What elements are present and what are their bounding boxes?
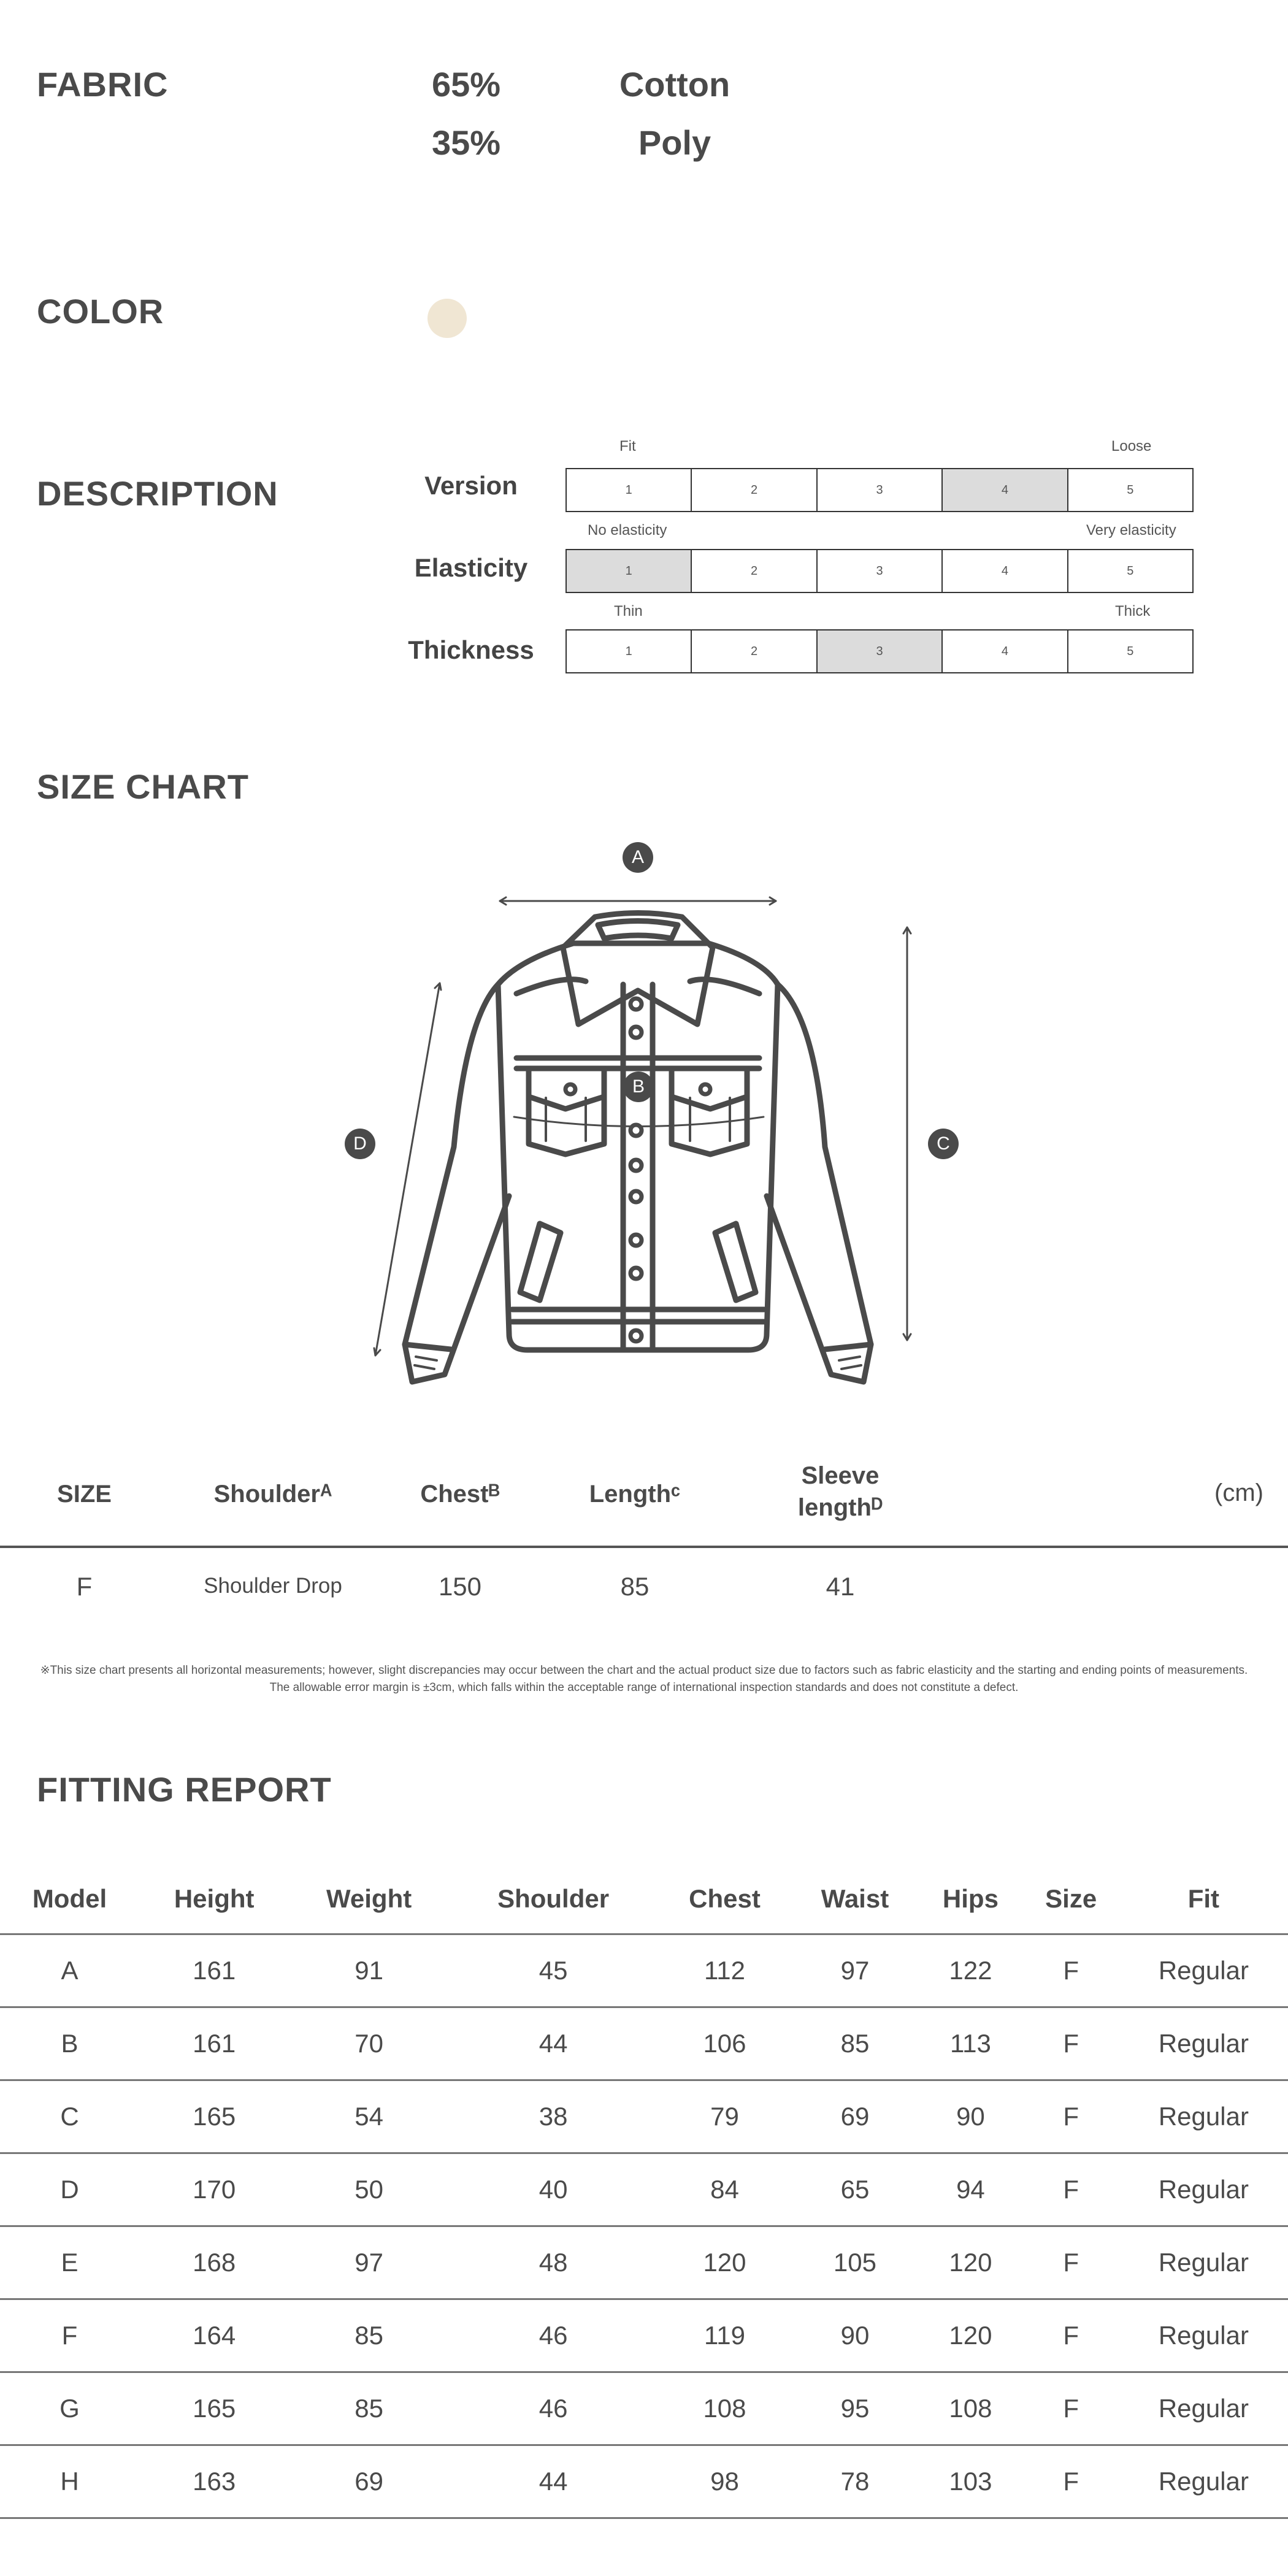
size-header-length: Lengthᶜ (589, 1481, 681, 1508)
col-height: Height (139, 1865, 289, 1934)
size-table-divider (0, 1546, 1288, 1548)
cell-height: 163 (139, 2445, 289, 2518)
cell-height: 161 (139, 1934, 289, 2007)
cell-waist: 90 (792, 2299, 919, 2372)
cell-waist: 95 (792, 2372, 919, 2445)
col-waist: Waist (792, 1865, 919, 1934)
cell-waist: 105 (792, 2226, 919, 2299)
size-header-sleeve (761, 1460, 920, 1524)
elasticity-option-2[interactable]: 2 (691, 550, 816, 592)
thickness-option-1[interactable]: 1 (625, 644, 632, 658)
cell-model: D (0, 2153, 139, 2226)
col-shoulder: Shoulder (449, 1865, 658, 1934)
fabric-percent-2: 35% (431, 123, 501, 162)
size-row-size: F (76, 1572, 93, 1601)
cell-shoulder: 44 (449, 2445, 658, 2518)
col-size: Size (1023, 1865, 1119, 1934)
cell-shoulder: 45 (449, 1934, 658, 2007)
table-row (0, 2445, 1288, 2518)
col-chest: Chest (657, 1865, 791, 1934)
thickness-left-caption: Thin (614, 603, 643, 619)
elasticity-option-3[interactable]: 3 (816, 550, 941, 592)
cell-model: B (0, 2007, 139, 2080)
cell-model: E (0, 2226, 139, 2299)
cell-chest: 106 (657, 2007, 791, 2080)
elasticity-scale (565, 549, 1194, 593)
table-row (0, 2007, 1288, 2080)
thickness-option-2[interactable]: 2 (691, 631, 816, 672)
cell-hips: 120 (918, 2299, 1022, 2372)
col-fit: Fit (1119, 1865, 1288, 1934)
thickness-option-5[interactable]: 5 (1067, 631, 1192, 672)
table-row (0, 1934, 1288, 2007)
cell-shoulder: 40 (449, 2153, 658, 2226)
fitting-report-title: FITTING REPORT (37, 1770, 332, 1809)
version-option-2[interactable]: 2 (691, 469, 816, 511)
cell-weight: 54 (289, 2080, 448, 2153)
cell-shoulder: 46 (449, 2299, 658, 2372)
cell-chest: 98 (657, 2445, 791, 2518)
cell-size: F (1023, 2226, 1119, 2299)
cell-fit: Regular (1119, 2372, 1288, 2445)
fabric-title: FABRIC (37, 65, 169, 104)
cell-weight: 69 (289, 2445, 448, 2518)
cell-fit: Regular (1119, 2153, 1288, 2226)
table-row (0, 2299, 1288, 2372)
cell-hips: 122 (918, 1934, 1022, 2007)
thickness-right-caption: Thick (1115, 603, 1151, 619)
color-swatch[interactable] (427, 299, 467, 338)
cell-weight: 85 (289, 2372, 448, 2445)
cell-weight: 97 (289, 2226, 448, 2299)
elasticity-option-1[interactable]: 1 (567, 550, 691, 592)
size-chart-title: SIZE CHART (37, 767, 249, 806)
elasticity-left-caption: No elasticity (588, 522, 667, 539)
col-weight: Weight (289, 1865, 448, 1934)
size-header-sleeve-line1: Sleeve (801, 1462, 880, 1489)
thickness-option-4[interactable]: 4 (941, 631, 1067, 672)
version-scale (565, 468, 1194, 512)
cell-weight: 91 (289, 1934, 448, 2007)
cell-chest: 119 (657, 2299, 791, 2372)
elasticity-right-caption: Very elasticity (1086, 522, 1176, 539)
size-header-shoulder: Shoulderᴬ (213, 1481, 332, 1508)
cell-waist: 69 (792, 2080, 919, 2153)
table-row (0, 2153, 1288, 2226)
size-row-shoulder: Shoulder Drop (204, 1574, 342, 1598)
size-header-sleeve-line2: lengthᴰ (797, 1494, 883, 1521)
cell-size: F (1023, 2153, 1119, 2226)
cell-weight: 85 (289, 2299, 448, 2372)
elasticity-option-4[interactable]: 4 (941, 550, 1067, 592)
cell-hips: 94 (918, 2153, 1022, 2226)
cell-waist: 85 (792, 2007, 919, 2080)
col-hips: Hips (918, 1865, 1022, 1934)
cell-chest: 108 (657, 2372, 791, 2445)
description-title: DESCRIPTION (37, 474, 278, 513)
cell-model: F (0, 2299, 139, 2372)
cell-size: F (1023, 2299, 1119, 2372)
cell-shoulder: 48 (449, 2226, 658, 2299)
size-row-chest: 150 (438, 1572, 482, 1601)
col-model: Model (0, 1865, 139, 1934)
cell-chest: 112 (657, 1934, 791, 2007)
size-header-chest: Chestᴮ (420, 1481, 500, 1508)
cell-shoulder: 44 (449, 2007, 658, 2080)
jacket-illustration (0, 822, 1288, 1398)
size-note-line2: The allowable error margin is ±3cm, which falls within the acceptable range of international inspection standards and does not constitute a defect. (269, 1681, 1019, 1694)
marker-c: C (928, 1129, 959, 1159)
cell-waist: 65 (792, 2153, 919, 2226)
marker-d: D (345, 1129, 375, 1159)
thickness-label: Thickness (408, 635, 534, 664)
cell-size: F (1023, 2372, 1119, 2445)
marker-b: B (623, 1071, 654, 1102)
cell-model: H (0, 2445, 139, 2518)
cell-size: F (1023, 2445, 1119, 2518)
table-row (0, 2372, 1288, 2445)
cell-hips: 120 (918, 2226, 1022, 2299)
cell-size: F (1023, 1934, 1119, 2007)
cell-height: 165 (139, 2372, 289, 2445)
cell-chest: 79 (657, 2080, 791, 2153)
cell-height: 170 (139, 2153, 289, 2226)
cell-weight: 50 (289, 2153, 448, 2226)
cell-hips: 103 (918, 2445, 1022, 2518)
cell-height: 161 (139, 2007, 289, 2080)
elasticity-option-5[interactable]: 5 (1067, 550, 1192, 592)
color-title: COLOR (37, 292, 164, 331)
fabric-percent-1: 65% (431, 65, 501, 104)
cell-height: 165 (139, 2080, 289, 2153)
cell-hips: 90 (918, 2080, 1022, 2153)
cell-height: 164 (139, 2299, 289, 2372)
cell-model: A (0, 1934, 139, 2007)
size-note (0, 1662, 1288, 1696)
size-header-size: SIZE (57, 1481, 112, 1508)
cell-size: F (1023, 2080, 1119, 2153)
cell-chest: 120 (657, 2226, 791, 2299)
cell-model: G (0, 2372, 139, 2445)
version-right-caption: Loose (1111, 438, 1152, 454)
cell-waist: 78 (792, 2445, 919, 2518)
version-option-4[interactable]: 4 (941, 469, 1067, 511)
version-option-3[interactable]: 3 (816, 469, 941, 511)
version-option-5[interactable]: 5 (1067, 469, 1192, 511)
size-unit: (cm) (1214, 1479, 1263, 1506)
cell-model: C (0, 2080, 139, 2153)
thickness-scale (565, 629, 1194, 673)
cell-shoulder: 46 (449, 2372, 658, 2445)
cell-chest: 84 (657, 2153, 791, 2226)
cell-fit: Regular (1119, 1934, 1288, 2007)
cell-fit: Regular (1119, 2080, 1288, 2153)
cell-fit: Regular (1119, 2299, 1288, 2372)
fitting-header-row (0, 1865, 1288, 1934)
table-row (0, 2226, 1288, 2299)
cell-fit: Regular (1119, 2445, 1288, 2518)
cell-weight: 70 (289, 2007, 448, 2080)
marker-a: A (623, 842, 653, 873)
version-left-caption: Fit (619, 438, 636, 454)
cell-size: F (1023, 2007, 1119, 2080)
fabric-material-2: Poly (638, 123, 711, 162)
cell-waist: 97 (792, 1934, 919, 2007)
cell-hips: 108 (918, 2372, 1022, 2445)
table-row (0, 2080, 1288, 2153)
cell-fit: Regular (1119, 2226, 1288, 2299)
cell-hips: 113 (918, 2007, 1022, 2080)
size-note-line1: ※This size chart presents all horizontal measurements; however, slight discrepancies may occur between the chart and the actual product size due to factors such as fabric elasticity and the starting and ending points of measurements. (40, 1664, 1248, 1677)
size-row-sleeve: 41 (826, 1572, 855, 1601)
elasticity-label: Elasticity (414, 553, 528, 582)
thickness-option-3[interactable]: 3 (816, 631, 941, 672)
version-option-1[interactable]: 1 (625, 483, 632, 497)
fitting-report-table (0, 1865, 1288, 2519)
version-label: Version (424, 471, 518, 500)
cell-height: 168 (139, 2226, 289, 2299)
cell-fit: Regular (1119, 2007, 1288, 2080)
cell-shoulder: 38 (449, 2080, 658, 2153)
fabric-material-1: Cotton (619, 65, 730, 104)
size-row-length: 85 (620, 1572, 650, 1601)
